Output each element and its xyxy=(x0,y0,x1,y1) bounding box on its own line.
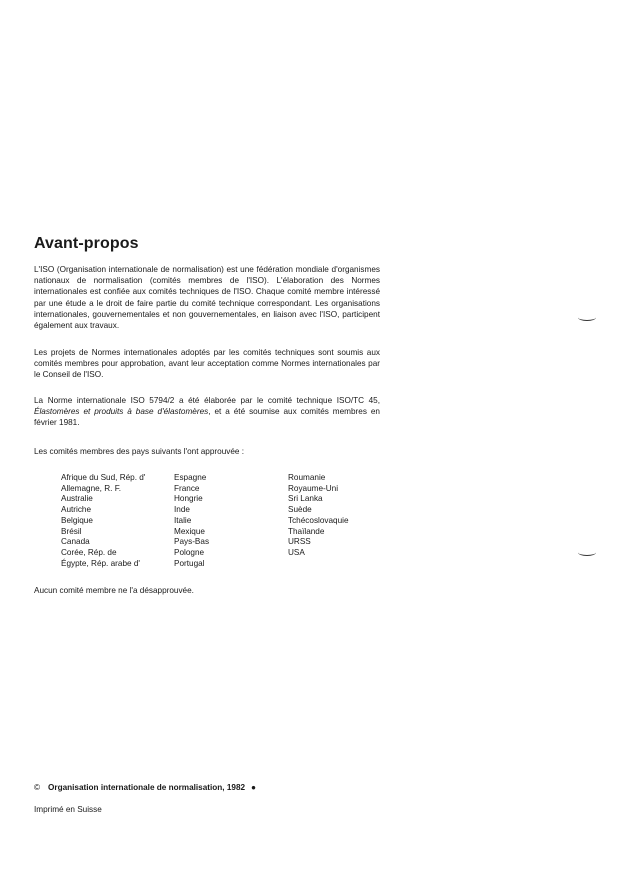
country-item: Inde xyxy=(174,505,190,515)
country-item: Portugal xyxy=(174,558,205,568)
country-item: URSS xyxy=(288,537,311,547)
country-item: Thaïlande xyxy=(288,526,325,536)
copyright-organisation: Organisation internationale de normalisation, 1982 xyxy=(48,783,246,792)
country-item: Pays-Bas xyxy=(174,537,210,547)
country-item: Suède xyxy=(288,505,312,515)
country-item: Roumanie xyxy=(288,473,326,482)
country-item: Sri Lanka xyxy=(288,494,323,504)
country-item: Tchécoslovaquie xyxy=(288,515,349,525)
paragraph-approval-process: Les projets de Normes internationales adoptés par les comités techniques sont soumis aux comités membres pour approbation, avant leur acceptation comme Normes internationales par le Conseil de l'ISO. xyxy=(34,348,380,380)
country-item: Égypte, Rép. arabe d' xyxy=(61,558,140,568)
country-item: Autriche xyxy=(61,505,92,515)
country-item: Mexique xyxy=(174,526,205,536)
margin-mark xyxy=(578,549,596,556)
country-item: Royaume-Uni xyxy=(288,483,339,493)
paragraph-approving-countries: Les comités membres des pays suivants l'ont approuvée : xyxy=(34,447,244,456)
standard-origin-text-end: , et a été soumise aux comités membres en février 1981. xyxy=(34,407,380,428)
country-item: Afrique du Sud, Rép. d' xyxy=(61,473,146,482)
country-item: Pologne xyxy=(174,547,205,557)
committee-title: Élastomères et produits à base d'élastomères xyxy=(34,407,209,417)
country-list-column-3 xyxy=(288,473,349,559)
page-title: Avant-propos xyxy=(34,235,139,252)
country-item: Australie xyxy=(61,494,93,504)
country-item: Allemagne, R. F. xyxy=(61,483,122,493)
paragraph-no-disapproval: Aucun comité membre ne l'a désapprouvée. xyxy=(34,586,194,595)
copyright-line xyxy=(34,783,256,792)
country-item: Hongrie xyxy=(174,494,203,504)
copyright-symbol: © xyxy=(34,783,41,792)
paragraph-iso-description: L'ISO (Organisation internationale de normalisation) est une fédération mondiale d'organismes nationaux de normalisation (comités membres de l'ISO). L'élaboration des Normes internationales est confiée aux comités techniques de l'ISO. Chaque comité membre intéressé par une étude a le droit de faire partie du comité technique correspondant. Les organisations internationales, gouvernementales et non gouvernementales, en liaison avec l'ISO, participent également aux travaux. xyxy=(34,265,380,331)
country-item: Belgique xyxy=(61,515,93,525)
standard-origin-text: La Norme internationale ISO 5794/2 a été élaborée par le comité technique ISO/TC 45, xyxy=(34,396,380,405)
country-item: Canada xyxy=(61,537,90,547)
country-item: France xyxy=(174,483,200,493)
country-item: Corée, Rép. de xyxy=(61,547,117,557)
bullet-icon: ● xyxy=(251,783,257,792)
printed-in-label: Imprimé en Suisse xyxy=(34,805,102,814)
country-item: Espagne xyxy=(174,473,207,482)
country-item: USA xyxy=(288,547,305,557)
country-item: Italie xyxy=(174,515,192,525)
country-list-column-1 xyxy=(61,473,145,569)
country-list-column-2 xyxy=(174,473,209,569)
country-item: Brésil xyxy=(61,526,82,536)
margin-mark xyxy=(578,314,596,321)
paragraph-standard-origin xyxy=(34,395,380,429)
